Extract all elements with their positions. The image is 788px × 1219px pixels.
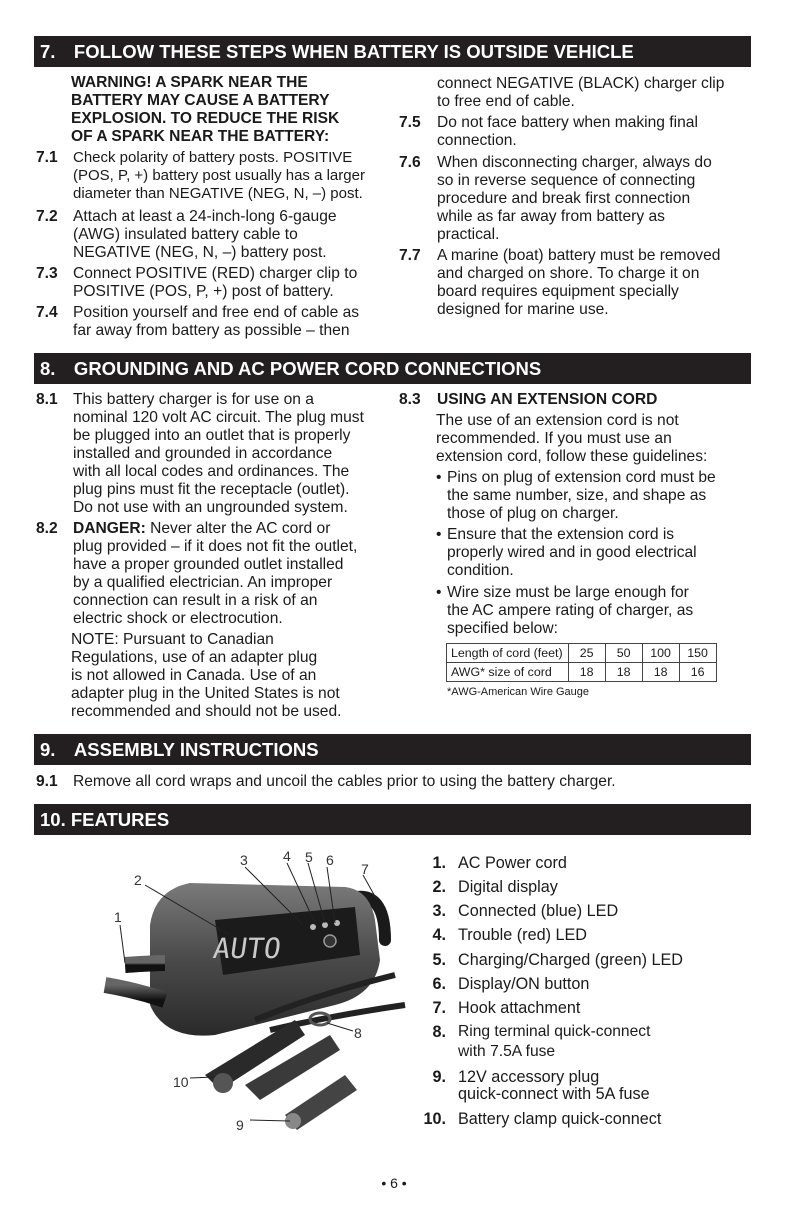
step-7-3: Connect POSITIVE (RED) charger clip to POSITIVE (POS, P, +) post of battery. bbox=[73, 265, 358, 300]
section-7-header: 7. FOLLOW THESE STEPS WHEN BATTERY IS OUTSIDE VEHICLE bbox=[34, 36, 751, 67]
section-10-header: 10. FEATURES bbox=[34, 804, 751, 835]
table-footnote: *AWG-American Wire Gauge bbox=[447, 686, 590, 698]
item-number: 7.1 bbox=[36, 149, 58, 166]
step-7-7: A marine (boat) battery must be removed and charged on shore. To charge it on board requires equipment specially designed for marine use. bbox=[437, 247, 721, 318]
danger-label: DANGER: bbox=[73, 520, 146, 537]
canada-note: NOTE: Pursuant to Canadian Regulations, use of an adapter plug is not allowed in Canada. Use of an adapter plug in the United States is not recommended and should not be used. bbox=[71, 631, 342, 720]
table-cell: 18 bbox=[605, 663, 642, 682]
bullet-item: • Wire size must be large enough for the AC ampere rating of charger, as specified below: bbox=[436, 584, 694, 637]
callout-number: 9 bbox=[236, 1117, 244, 1133]
warning-text bbox=[71, 74, 339, 146]
table-cell: 100 bbox=[642, 644, 679, 663]
item-number: 9.1 bbox=[36, 773, 58, 790]
step-8-2: DANGER: Never alter the AC cord or plug provided – if it does not fit the outlet, have a proper grounded outlet installed by a qualified electrician. An improper connection can result in a risk of an electric shock or electrocution. bbox=[73, 520, 358, 627]
callout-number: 2 bbox=[134, 872, 142, 888]
warning-line: WARNING! A SPARK NEAR THE bbox=[71, 74, 308, 91]
item-number: 7.5 bbox=[399, 114, 421, 131]
extension-cord-intro: The use of an extension cord is not recommended. If you must use an extension cord, follow these guidelines: bbox=[436, 412, 708, 465]
bullet-icon: • bbox=[436, 584, 442, 601]
item-number: 7.6 bbox=[399, 154, 421, 171]
table-cell: AWG* size of cord bbox=[447, 663, 569, 682]
charger-illustration bbox=[95, 845, 415, 1145]
callout-number: 8 bbox=[354, 1025, 362, 1041]
callout-number: 4 bbox=[283, 848, 291, 864]
warning-line: EXPLOSION. TO REDUCE THE RISK bbox=[71, 110, 340, 127]
callout-number: 10 bbox=[173, 1074, 189, 1090]
table-cell: 150 bbox=[679, 644, 716, 663]
item-number: 8.2 bbox=[36, 520, 58, 537]
led-icon bbox=[310, 924, 316, 930]
bullet-icon: • bbox=[436, 469, 442, 486]
step-8-1: This battery charger is for use on a nominal 120 volt AC circuit. The plug must be plugged into an outlet that is properly installed and grounded in accordance with all local codes and ordinances. The plug pins must fit the receptacle (outlet). Do not use with an ungrounded system. bbox=[73, 391, 364, 516]
extension-cord-heading: USING AN EXTENSION CORD bbox=[437, 391, 658, 408]
step-7-5: Do not face battery when making final connection. bbox=[437, 114, 698, 149]
item-number: 7.2 bbox=[36, 208, 58, 225]
step-7-2: Attach at least a 24-inch-long 6-gauge (AWG) insulated battery cable to NEGATIVE (NEG, N, –) battery post. bbox=[73, 208, 337, 261]
step-7-4-continued: connect NEGATIVE (BLACK) charger clip to free end of cable. bbox=[437, 75, 725, 110]
callout-number: 1 bbox=[114, 909, 122, 925]
table-cell: 25 bbox=[568, 644, 605, 663]
table-cell: 18 bbox=[642, 663, 679, 682]
item-number: 7.4 bbox=[36, 304, 58, 321]
table-row bbox=[447, 644, 717, 663]
warning-line: BATTERY MAY CAUSE A BATTERY bbox=[71, 92, 330, 109]
table-cell: 18 bbox=[568, 663, 605, 682]
table-cell: 50 bbox=[605, 644, 642, 663]
item-number: 7.3 bbox=[36, 265, 58, 282]
step-7-4: Position yourself and free end of cable as far away from battery as possible – then bbox=[73, 304, 360, 339]
bullet-item: • Ensure that the extension cord is properly wired and in good electrical condition. bbox=[436, 526, 697, 579]
ac-power-cord bbox=[125, 963, 165, 965]
callout-number: 7 bbox=[361, 861, 369, 877]
section-9-header: 9. ASSEMBLY INSTRUCTIONS bbox=[34, 734, 751, 765]
item-number: 7.7 bbox=[399, 247, 421, 264]
callout-number: 6 bbox=[326, 852, 334, 868]
auto-display-text: AUTO bbox=[211, 932, 284, 965]
step-7-1: Check polarity of battery posts. POSITIVE (POS, P, +) battery post usually has a larger diameter than NEGATIVE (NEG, N, –) post. bbox=[73, 149, 365, 202]
table-cell: 16 bbox=[679, 663, 716, 682]
bullet-icon: • bbox=[436, 526, 442, 543]
warning-line: OF A SPARK NEAR THE BATTERY: bbox=[71, 128, 330, 145]
table-cell: Length of cord (feet) bbox=[447, 644, 569, 663]
extension-cord-table bbox=[446, 643, 717, 682]
callout-number: 5 bbox=[305, 849, 313, 865]
step-9-1: Remove all cord wraps and uncoil the cables prior to using the battery charger. bbox=[73, 773, 616, 790]
item-number: 8.3 bbox=[399, 391, 421, 408]
section-8-header: 8. GROUNDING AND AC POWER CORD CONNECTIONS bbox=[34, 353, 751, 384]
callout-number: 3 bbox=[240, 852, 248, 868]
power-button-icon bbox=[324, 935, 336, 947]
page-number: • 6 • bbox=[381, 1175, 407, 1191]
table-row bbox=[447, 663, 717, 682]
step-7-6: When disconnecting charger, always do so in reverse sequence of connecting procedure and break first connection while as far away from battery as practical. bbox=[437, 154, 712, 243]
item-number: 8.1 bbox=[36, 391, 58, 408]
bullet-item: • Pins on plug of extension cord must be the same number, size, and shape as those of plug on charger. bbox=[436, 469, 716, 522]
